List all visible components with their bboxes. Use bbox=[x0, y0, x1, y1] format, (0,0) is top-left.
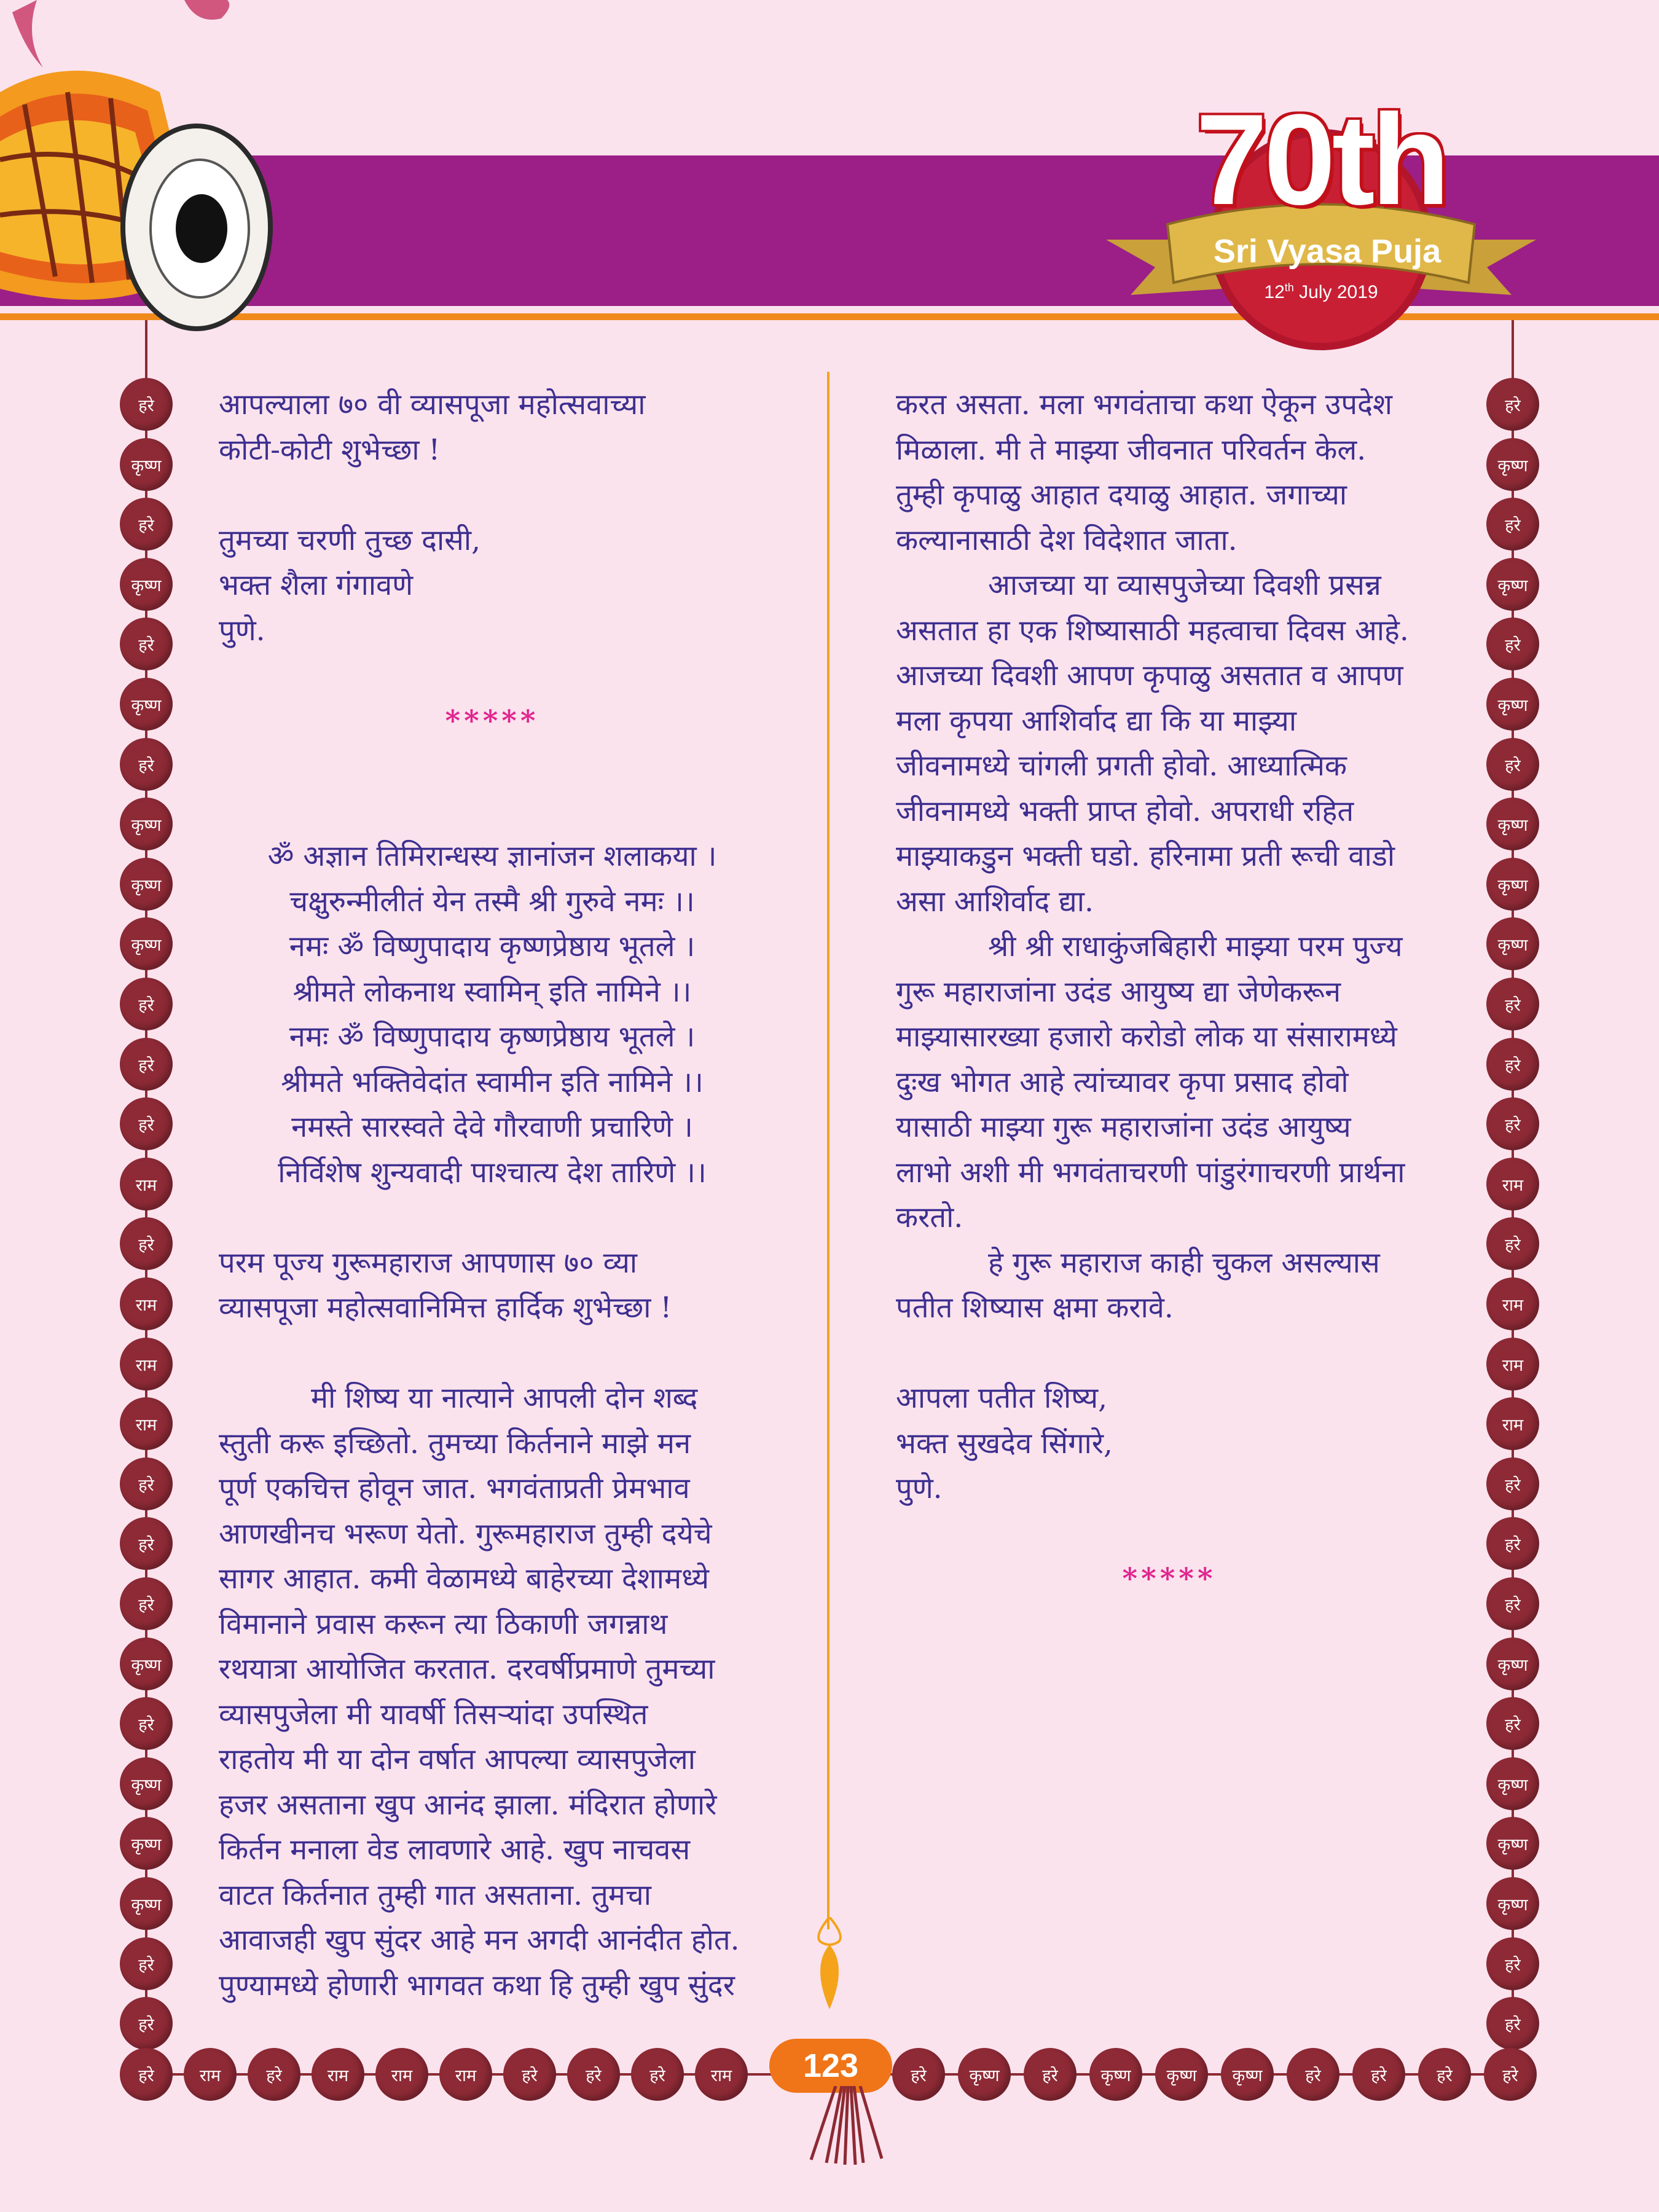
body-line: आवाजही खुप सुंदर आहे मन अगदी आनंदीत होत. bbox=[219, 1923, 740, 1957]
verse-line-7: नमस्ते सारस्वते देवे गौरवाणी प्रचारिणे । bbox=[291, 1110, 693, 1144]
border-bead-bottom: हरे bbox=[1287, 2048, 1339, 2101]
border-bead-left: कृष्ण bbox=[120, 678, 173, 731]
body-line: करतो. bbox=[896, 1201, 963, 1234]
body-line: राहतोय मी या दोन वर्षात आपल्या व्यासपुजेला bbox=[219, 1743, 696, 1776]
border-bead-right: हरे bbox=[1486, 1517, 1539, 1570]
column-divider bbox=[827, 372, 830, 1929]
border-bead-left: हरे bbox=[120, 1517, 173, 1570]
border-bead-bottom: कृष्ण bbox=[1155, 2048, 1208, 2101]
signature-line-1: तुमच्या चरणी तुच्छ दासी, bbox=[219, 523, 481, 557]
border-bead-right: हरे bbox=[1486, 618, 1539, 670]
badge-title: Sri Vyasa Puja bbox=[1213, 233, 1441, 270]
border-bead-left: राम bbox=[120, 1158, 173, 1210]
border-bead-right: हरे bbox=[1486, 978, 1539, 1030]
border-bead-left: हरे bbox=[120, 1697, 173, 1750]
border-bead-left: कृष्ण bbox=[120, 1757, 173, 1810]
border-bead-left: हरे bbox=[120, 1997, 173, 2050]
border-bead-left: कृष्ण bbox=[120, 1637, 173, 1690]
border-bead-left: हरे bbox=[120, 1217, 173, 1270]
body-line: व्यासपुजेला मी यावर्षी तिसऱ्यांदा उपस्थित bbox=[219, 1697, 648, 1732]
border-bead-bottom: हरे bbox=[1418, 2048, 1471, 2101]
border-bead-right: हरे bbox=[1486, 378, 1539, 431]
border-bead-right: कृष्ण bbox=[1486, 558, 1539, 611]
border-bead-bottom: राम bbox=[439, 2048, 492, 2101]
border-bead-right: हरे bbox=[1486, 1097, 1539, 1150]
border-bead-right: हरे bbox=[1486, 1697, 1539, 1750]
border-bead-right: कृष्ण bbox=[1486, 1817, 1539, 1870]
wish-line-1: परम पूज्य गुरूमहाराज आपणास ७० व्या bbox=[219, 1245, 638, 1280]
verse-line-6: श्रीमते भक्तिवेदांत स्वामीन इति नामिने ।। bbox=[281, 1065, 704, 1099]
border-bead-right: कृष्ण bbox=[1486, 678, 1539, 731]
badge-date bbox=[1204, 281, 1438, 303]
border-bead-bottom: कृष्ण bbox=[1089, 2048, 1142, 2101]
wish-line-2: व्यासपूजा महोत्सवानिमित्त हार्दिक शुभेच्छा ! bbox=[219, 1291, 672, 1325]
signature-line-1: आपला पतीत शिष्य, bbox=[896, 1381, 1108, 1415]
body-line: रथयात्रा आयोजित करतात. दरवर्षीप्रमाणे तुमच्या bbox=[219, 1652, 715, 1686]
body-line: आजच्या दिवशी आपण कृपाळु असतात व आपण bbox=[896, 659, 1403, 692]
border-bead-bottom: हरे bbox=[1484, 2048, 1537, 2101]
signature-line-3: पुणे. bbox=[219, 613, 265, 648]
border-bead-left: हरे bbox=[120, 1577, 173, 1630]
border-bead-right: राम bbox=[1486, 1397, 1539, 1450]
body-line: तुम्ही कृपाळु आहात दयाळु आहात. जगाच्या bbox=[896, 478, 1347, 512]
border-bead-left: कृष्ण bbox=[120, 438, 173, 491]
border-bead-bottom: हरे bbox=[1352, 2048, 1405, 2101]
body-line: मला कृपया आशिर्वाद द्या कि या माझ्या bbox=[896, 704, 1296, 738]
border-bead-bottom: राम bbox=[184, 2048, 237, 2101]
border-bead-bottom: हरे bbox=[248, 2048, 300, 2101]
border-bead-left: कृष्ण bbox=[120, 917, 173, 970]
body-line: मिळाला. मी ते माझ्या जीवनात परिवर्तन केल. bbox=[896, 433, 1367, 467]
border-bead-bottom: हरे bbox=[892, 2048, 945, 2101]
body-line: आजच्या या व्यासपुजेच्या दिवशी प्रसन्न bbox=[988, 568, 1381, 602]
border-bead-right: कृष्ण bbox=[1486, 1877, 1539, 1930]
border-bead-left: कृष्ण bbox=[120, 798, 173, 850]
border-bead-right: राम bbox=[1486, 1338, 1539, 1390]
border-bead-bottom: हरे bbox=[503, 2048, 556, 2101]
border-bead-right: कृष्ण bbox=[1486, 858, 1539, 911]
body-line: स्तुती करू इच्छितो. तुमच्या किर्तनाने माझे मन bbox=[219, 1426, 691, 1461]
badge-number: 70th bbox=[1196, 87, 1446, 232]
body-line: हे गुरू महाराज काही चुकल असल्यास bbox=[988, 1245, 1380, 1280]
border-bead-right: राम bbox=[1486, 1277, 1539, 1330]
border-bead-right: कृष्ण bbox=[1486, 917, 1539, 970]
body-line: हजर असताना खुप आनंद झाला. मंदिरात होणारे bbox=[219, 1787, 717, 1822]
separator-stars: ***** bbox=[1122, 1562, 1217, 1596]
badge-date-suffix: th bbox=[1284, 281, 1294, 294]
border-bead-right: कृष्ण bbox=[1486, 1757, 1539, 1810]
body-line: सागर आहात. कमी वेळामध्ये बाहेरच्या देशामध्ये bbox=[219, 1562, 710, 1596]
border-bead-bottom: हरे bbox=[120, 2048, 173, 2101]
signature-line-3: पुणे. bbox=[896, 1472, 943, 1505]
border-bead-right: हरे bbox=[1486, 1577, 1539, 1630]
body-line: किर्तन मनाला वेड लावणारे आहे. खुप नाचवस bbox=[219, 1833, 691, 1867]
verse-line-1: ॐ अज्ञान तिमिरान्धस्य ज्ञानांजन शलाकया । bbox=[267, 839, 717, 873]
body-line: असा आशिर्वाद द्या. bbox=[896, 884, 1094, 919]
border-bead-bottom: हरे bbox=[1024, 2048, 1077, 2101]
body-line: माझ्याकडुन भक्ती घडो. हरिनामा प्रती रूची वाडो bbox=[896, 839, 1395, 873]
border-bead-bottom: कृष्ण bbox=[958, 2048, 1011, 2101]
border-bead-left: हरे bbox=[120, 978, 173, 1030]
body-line: लाभो अशी मी भगवंताचरणी पांडुरंगाचरणी प्रार्थना bbox=[896, 1155, 1405, 1190]
border-bead-left: हरे bbox=[120, 1038, 173, 1091]
border-bead-bottom: राम bbox=[375, 2048, 428, 2101]
border-bead-bottom: हरे bbox=[631, 2048, 684, 2101]
greeting-line-2: कोटी-कोटी शुभेच्छा ! bbox=[219, 433, 441, 467]
body-line: श्री श्री राधाकुंजबिहारी माझ्या परम पुज्य bbox=[988, 930, 1403, 963]
border-bead-right: राम bbox=[1486, 1158, 1539, 1210]
border-bead-left: कृष्ण bbox=[120, 1877, 173, 1930]
border-bead-left: हरे bbox=[120, 1937, 173, 1990]
border-bead-right: हरे bbox=[1486, 1937, 1539, 1990]
body-line: यासाठी माझ्या गुरू महाराजांना उदंड आयुष्य bbox=[896, 1110, 1351, 1144]
verse-line-2: चक्षुरुन्मीलीतं येन तस्मै श्री गुरुवे नमः ।। bbox=[289, 884, 695, 919]
verse-line-8: निर्विशेष शुन्यवादी पाश्चात्य देश तारिणे ।। bbox=[278, 1155, 707, 1190]
border-bead-left: हरे bbox=[120, 738, 173, 791]
border-bead-right: हरे bbox=[1486, 1457, 1539, 1510]
body-line: असतात हा एक शिष्यासाठी महत्वाचा दिवस आहे. bbox=[896, 613, 1409, 648]
border-bead-right: हरे bbox=[1486, 1997, 1539, 2050]
border-bead-left: हरे bbox=[120, 378, 173, 431]
border-bead-right: कृष्ण bbox=[1486, 438, 1539, 491]
verse-line-5: नमः ॐ विष्णुपादाय कृष्णप्रेष्ठाय भूतले । bbox=[289, 1020, 696, 1054]
border-bead-right: कृष्ण bbox=[1486, 798, 1539, 850]
border-bead-right: हरे bbox=[1486, 738, 1539, 791]
body-line: पुण्यामध्ये होणारी भागवत कथा हि तुम्ही खुप सुंदर bbox=[219, 1968, 735, 2002]
body-line: गुरू महाराजांना उदंड आयुष्य द्या जेणेकरून bbox=[896, 975, 1341, 1009]
page-number: 123 bbox=[769, 2039, 892, 2093]
body-line: जीवनामध्ये चांगली प्रगती होवो. आध्यात्मिक bbox=[896, 749, 1347, 783]
body-line: मी शिष्य या नात्याने आपली दोन शब्द bbox=[311, 1381, 698, 1415]
right-text-column bbox=[896, 382, 1443, 1602]
border-bead-left: राम bbox=[120, 1397, 173, 1450]
border-bead-left: कृष्ण bbox=[120, 1817, 173, 1870]
body-line: पूर्ण एकचित्त होवून जात. भगवंताप्रती प्रेमभाव bbox=[219, 1472, 690, 1505]
border-bead-bottom: कृष्ण bbox=[1221, 2048, 1274, 2101]
tilak-pendant-icon bbox=[808, 1917, 851, 2009]
border-bead-bottom: राम bbox=[312, 2048, 364, 2101]
border-bead-left: राम bbox=[120, 1338, 173, 1390]
separator-stars: ***** bbox=[445, 704, 539, 738]
body-line: विमानाने प्रवास करून त्या ठिकाणी जगन्नाथ bbox=[219, 1607, 668, 1641]
body-line: वाटत किर्तनात तुम्ही गात असताना. तुमचा bbox=[219, 1878, 651, 1912]
border-bead-bottom: राम bbox=[695, 2048, 748, 2101]
signature-line-2: भक्त शैला गंगावणे bbox=[219, 568, 414, 602]
border-bead-left: हरे bbox=[120, 498, 173, 551]
border-bead-left: राम bbox=[120, 1277, 173, 1330]
border-bead-right: हरे bbox=[1486, 1038, 1539, 1091]
verse-line-3: नमः ॐ विष्णुपादाय कृष्णप्रेष्ठाय भूतले । bbox=[289, 930, 696, 963]
badge-date-day: 12 bbox=[1264, 282, 1285, 302]
border-bead-left: हरे bbox=[120, 1457, 173, 1510]
body-line: दुःख भोगत आहे त्यांच्यावर कृपा प्रसाद होवो bbox=[896, 1065, 1349, 1099]
body-line: आणखीनच भरूण येतो. गुरूमहाराज तुम्ही दयेचे bbox=[219, 1516, 712, 1551]
border-bead-left: हरे bbox=[120, 618, 173, 670]
badge-date-rest: July 2019 bbox=[1293, 282, 1378, 302]
mridanga-drum-icon bbox=[0, 0, 283, 332]
border-bead-right: हरे bbox=[1486, 1217, 1539, 1270]
border-bead-left: कृष्ण bbox=[120, 858, 173, 911]
border-bead-left: हरे bbox=[120, 1097, 173, 1150]
signature-line-2: भक्त सुखदेव सिंगारे, bbox=[896, 1426, 1113, 1461]
tassel-icon bbox=[799, 2086, 897, 2166]
body-line: जीवनामध्ये भक्ती प्राप्त होवो. अपराधी रहित bbox=[896, 794, 1354, 828]
body-line: पतीत शिष्यास क्षमा करावे. bbox=[896, 1291, 1174, 1325]
body-line: कल्यानासाठी देश विदेशात जाता. bbox=[896, 523, 1237, 557]
verse-line-4: श्रीमते लोकनाथ स्वामिन् इति नामिने ।। bbox=[292, 975, 692, 1009]
greeting-line-1: आपल्याला ७० वी व्यासपूजा महोत्सवाच्या bbox=[219, 388, 646, 422]
border-bead-bottom: हरे bbox=[567, 2048, 620, 2101]
body-line: माझ्यासारख्या हजारो करोडो लोक या संसारामध्ये bbox=[896, 1020, 1397, 1054]
border-bead-right: कृष्ण bbox=[1486, 1637, 1539, 1690]
border-bead-right: हरे bbox=[1486, 498, 1539, 551]
left-text-column bbox=[219, 382, 766, 2008]
border-bead-left: कृष्ण bbox=[120, 558, 173, 611]
body-line: करत असता. मला भगवंताचा कथा ऐकून उपदेश bbox=[896, 388, 1392, 422]
